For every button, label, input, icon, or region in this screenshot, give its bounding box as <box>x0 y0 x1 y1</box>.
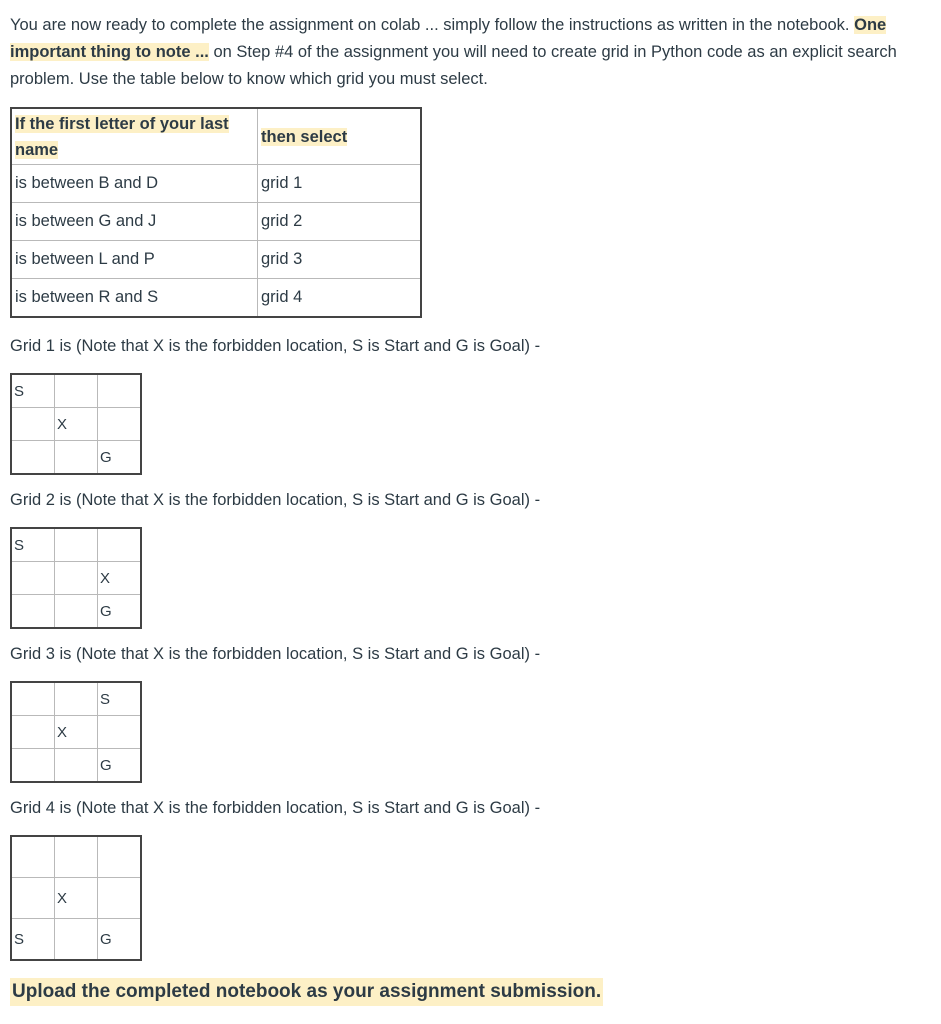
table-cell-grid: grid 1 <box>258 165 422 203</box>
grid-row <box>11 836 141 878</box>
grid-cell <box>55 749 98 783</box>
table-cell-grid: grid 2 <box>258 203 422 241</box>
grid-cell <box>11 878 55 919</box>
table-header-row <box>11 108 421 165</box>
table-cell-condition: is between L and P <box>11 241 258 279</box>
intro-line-2: on Step #4 of the assignment you will need to create grid in Python code as an explicit search problem. Use the table below to know which grid you must select. <box>10 43 897 88</box>
grid-cell: S <box>11 374 55 408</box>
grid-cell <box>11 595 55 629</box>
grid-cell <box>55 528 98 562</box>
grid-1-caption: Grid 1 is (Note that X is the forbidden location, S is Start and G is Goal) - <box>10 337 541 355</box>
grid-row <box>11 749 141 783</box>
grid-cell: G <box>98 595 142 629</box>
table-header-cell <box>258 108 422 165</box>
grid-cell <box>11 562 55 595</box>
table-row <box>11 241 421 279</box>
grid-cell <box>11 441 55 475</box>
table-cell-condition: is between B and D <box>11 165 258 203</box>
header-then-select: then select <box>261 127 348 146</box>
table-header-cell <box>11 108 258 165</box>
grid-cell <box>98 528 142 562</box>
grid-row <box>11 682 141 716</box>
grid-cell <box>11 716 55 749</box>
grid-row <box>11 408 141 441</box>
grid-3 <box>10 681 142 783</box>
grid-cell: X <box>55 716 98 749</box>
grid-cell <box>11 836 55 878</box>
table-cell-grid: grid 4 <box>258 279 422 318</box>
grid-4 <box>10 835 142 961</box>
grid-cell: S <box>11 528 55 562</box>
grid-cell <box>98 836 142 878</box>
grid-3-caption: Grid 3 is (Note that X is the forbidden location, S is Start and G is Goal) - <box>10 645 541 663</box>
table-row <box>11 203 421 241</box>
table-row <box>11 279 421 318</box>
submission-instruction: Upload the completed notebook as your assignment submission. <box>10 978 603 1006</box>
grid-4-caption: Grid 4 is (Note that X is the forbidden location, S is Start and G is Goal) - <box>10 799 541 817</box>
grid-row <box>11 441 141 475</box>
grid-cell: G <box>98 919 142 961</box>
grid-cell <box>98 716 142 749</box>
intro-line-1: You are now ready to complete the assignment on colab ... simply follow the instructions as written in the notebook. <box>10 16 850 34</box>
grid-1 <box>10 373 142 475</box>
grid-cell: S <box>11 919 55 961</box>
grid-cell: S <box>98 682 142 716</box>
grid-row <box>11 595 141 629</box>
grid-cell: X <box>98 562 142 595</box>
grid-cell <box>55 562 98 595</box>
table-row <box>11 165 421 203</box>
grid-cell <box>55 836 98 878</box>
grid-cell <box>98 408 142 441</box>
grid-2 <box>10 527 142 629</box>
grid-cell: X <box>55 408 98 441</box>
intro-paragraph <box>10 12 935 93</box>
table-cell-condition: is between R and S <box>11 279 258 318</box>
grid-2-caption: Grid 2 is (Note that X is the forbidden location, S is Start and G is Goal) - <box>10 491 541 509</box>
grid-cell <box>55 374 98 408</box>
grid-selection-table <box>10 107 422 318</box>
table-cell-condition: is between G and J <box>11 203 258 241</box>
grid-row <box>11 919 141 961</box>
grid-cell <box>11 749 55 783</box>
header-last-name: If the first letter of your last name <box>15 114 229 159</box>
grid-row <box>11 716 141 749</box>
grid-row <box>11 562 141 595</box>
grid-cell <box>98 374 142 408</box>
grid-cell: G <box>98 441 142 475</box>
grid-cell <box>55 441 98 475</box>
grid-cell <box>11 408 55 441</box>
table-cell-grid: grid 3 <box>258 241 422 279</box>
grid-cell <box>55 595 98 629</box>
grid-cell <box>55 919 98 961</box>
grid-cell <box>55 682 98 716</box>
grid-cell <box>11 682 55 716</box>
grid-row <box>11 374 141 408</box>
important-note-highlight: One important thing to note ... <box>10 16 887 61</box>
grid-cell: G <box>98 749 142 783</box>
grid-cell: X <box>55 878 98 919</box>
grid-row <box>11 878 141 919</box>
grid-row <box>11 528 141 562</box>
grid-cell <box>98 878 142 919</box>
